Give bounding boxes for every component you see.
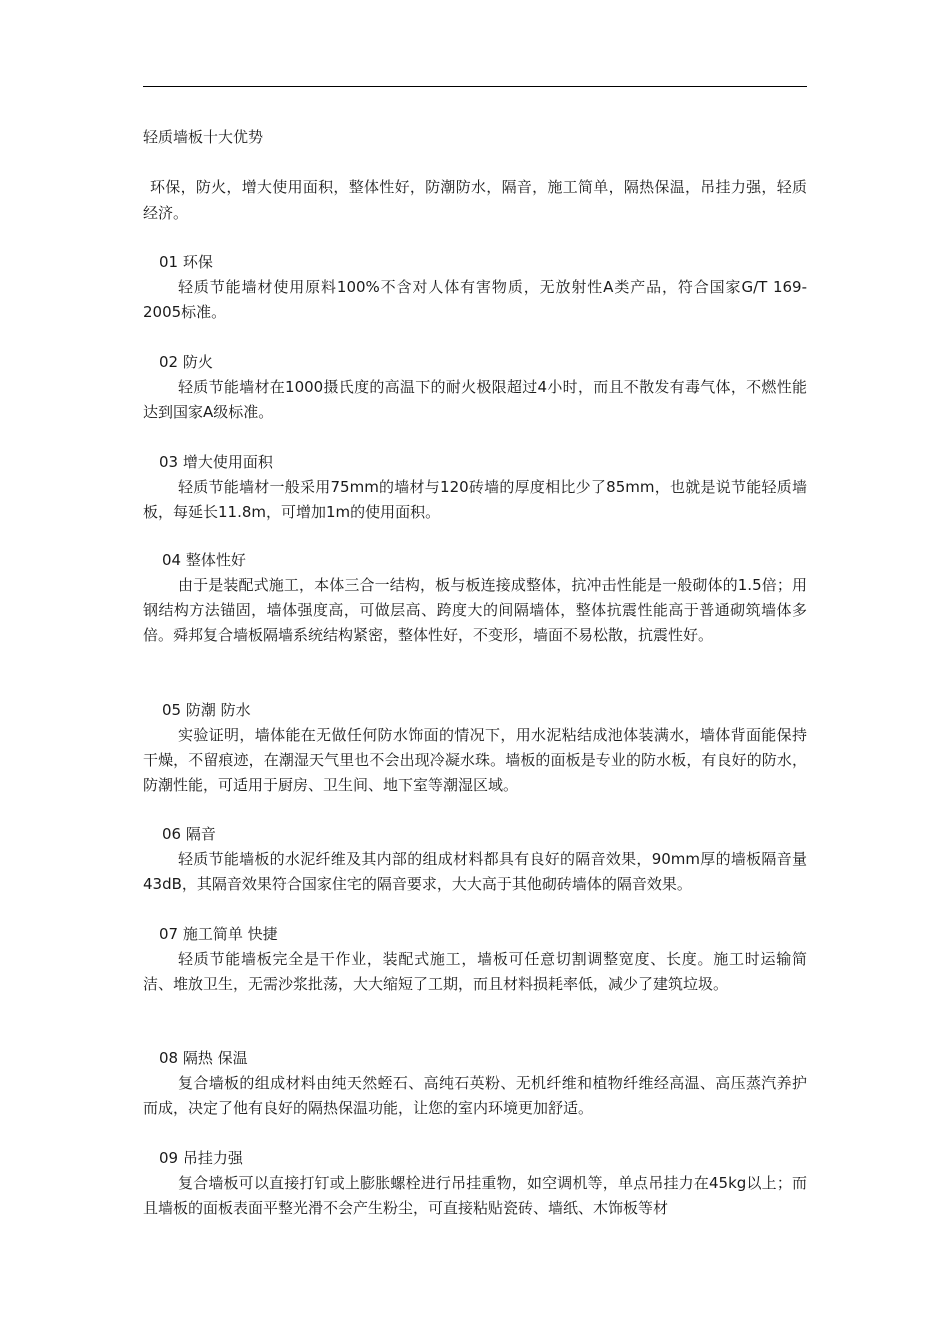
section-heading: 05 防潮 防水: [162, 701, 251, 719]
section-heading: 07 施工简单 快捷: [159, 925, 278, 943]
intro-paragraph: 环保，防火，增大使用面积，整体性好，防潮防水，隔音，施工简单，隔热保温，吊挂力强，轻质经济。: [143, 178, 807, 222]
header-rule: [143, 86, 807, 87]
section-04: [143, 548, 807, 648]
section-heading: 04 整体性好: [162, 551, 246, 569]
document-title: 轻质墙板十大优势: [143, 128, 264, 146]
section-heading: 02 防火: [159, 353, 213, 371]
section-06: [143, 822, 807, 897]
section-body: 复合墙板可以直接打钉或上膨胀螺栓进行吊挂重物，如空调机等，单点吊挂力在45kg以上；而且墙板的面板表面平整光滑不会产生粉尘，可直接粘贴瓷砖、墙纸、木饰板等材: [143, 1174, 807, 1217]
section-03: [143, 450, 807, 525]
section-body: 实验证明，墙体能在无做任何防水饰面的情况下，用水泥粘结成池体装满水，墙体背面能保持干燥，不留痕迹，在潮湿天气里也不会出现冷凝水珠。墙板的面板是专业的防水板，有良好的防水，防潮性能，可适用于厨房、卫生间、地下室等潮湿区域。: [143, 726, 807, 794]
section-body: 轻质节能墙材一般采用75mm的墙材与120砖墙的厚度相比少了85mm，也就是说节能轻质墙板，每延长11.8m，可增加1m的使用面积。: [143, 478, 807, 521]
section-body: 轻质节能墙材在1000摄氏度的高温下的耐火极限超过4小时，而且不散发有毒气体，不燃性能达到国家A级标准。: [143, 378, 807, 421]
section-body: 由于是装配式施工，本体三合一结构，板与板连接成整体，抗冲击性能是一般砌体的1.5倍；用钢结构方法锚固，墙体强度高，可做层高、跨度大的间隔墙体，整体抗震性能高于普通砌筑墙体多倍。舜邦复合墙板隔墙系统结构紧密，整体性好，不变形，墙面不易松散，抗震性好。: [143, 576, 807, 644]
section-05: [143, 698, 807, 798]
section-07: [143, 922, 807, 997]
section-body: 轻质节能墙材使用原料100%不含对人体有害物质，无放射性A类产品，符合国家G/T 169-2005标准。: [143, 278, 807, 321]
section-body: 轻质节能墙板完全是干作业，装配式施工，墙板可任意切割调整宽度、长度。施工时运输简洁、堆放卫生，无需沙浆批荡，大大缩短了工期，而且材料损耗率低，减少了建筑垃圾。: [143, 950, 807, 993]
section-heading: 01 环保: [159, 253, 213, 271]
section-02: [143, 350, 807, 425]
section-heading: 06 隔音: [162, 825, 216, 843]
section-heading: 09 吊挂力强: [159, 1149, 243, 1167]
section-heading: 08 隔热 保温: [159, 1049, 248, 1067]
section-heading: 03 增大使用面积: [159, 453, 273, 471]
section-08: [143, 1046, 807, 1121]
section-09: [143, 1146, 807, 1221]
section-01: [143, 250, 807, 325]
section-body: 轻质节能墙板的水泥纤维及其内部的组成材料都具有良好的隔音效果，90mm厚的墙板隔音量43dB，其隔音效果符合国家住宅的隔音要求，大大高于其他砌砖墙体的隔音效果。: [143, 850, 807, 893]
section-body: 复合墙板的组成材料由纯天然蛭石、高纯石英粉、无机纤维和植物纤维经高温、高压蒸汽养护而成，决定了他有良好的隔热保温功能，让您的室内环境更加舒适。: [143, 1074, 807, 1117]
